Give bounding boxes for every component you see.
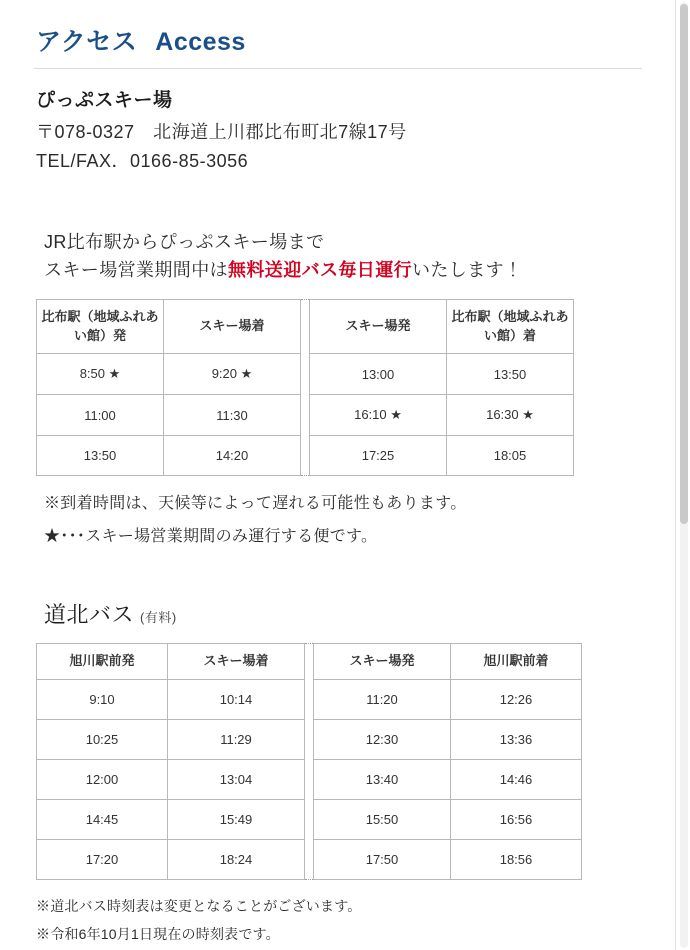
dohoku-header-arr-resort: スキー場着 bbox=[168, 644, 305, 680]
table-row bbox=[37, 680, 582, 720]
shuttle-timetable bbox=[36, 299, 574, 477]
table-header-row bbox=[37, 644, 582, 680]
cell-arr-station: 18:05 bbox=[447, 436, 574, 476]
cell-arr-station: 13:50 bbox=[447, 354, 574, 395]
shuttle-intro-post: いたします！ bbox=[412, 259, 523, 280]
table-gap-column bbox=[301, 436, 310, 476]
scrollbar-thumb[interactable] bbox=[680, 4, 688, 524]
cell-dep-asahikawa: 9:10 bbox=[37, 680, 168, 720]
dohoku-note-change: ※道北バス時刻表は変更となることがございます。 bbox=[36, 898, 362, 915]
shuttle-intro bbox=[44, 229, 642, 285]
dohoku-bus-title: 道北バス bbox=[44, 602, 135, 628]
cell-dep-resort: 13:00 bbox=[310, 354, 447, 395]
cell-arr-asahikawa: 18:56 bbox=[451, 840, 582, 880]
page-title-jp: アクセス bbox=[36, 28, 138, 56]
dohoku-note-date: ※令和6年10月1日現在の時刻表です。 bbox=[36, 926, 280, 943]
dohoku-timetable bbox=[36, 643, 582, 880]
shuttle-note-star: ★･･･スキー場営業期間のみ運行する便です。 bbox=[44, 528, 378, 546]
table-row bbox=[37, 800, 582, 840]
facility-telfax: TEL/FAX．0166-85-3056 bbox=[36, 151, 249, 171]
cell-arr-resort: 13:04 bbox=[168, 760, 305, 800]
table-row bbox=[37, 760, 582, 800]
dohoku-bus-paid-label: (有料) bbox=[140, 610, 177, 626]
table-row bbox=[37, 395, 574, 436]
shuttle-header-dep-resort: スキー場発 bbox=[310, 299, 447, 354]
cell-dep-resort: 16:10 ★ bbox=[310, 395, 447, 436]
cell-dep-resort: 13:40 bbox=[314, 760, 451, 800]
shuttle-header-arr-station: 比布駅（地域ふれあい館）着 bbox=[447, 299, 574, 354]
table-gap-column bbox=[305, 840, 314, 880]
cell-arr-resort: 18:24 bbox=[168, 840, 305, 880]
table-row bbox=[37, 354, 574, 395]
table-row bbox=[37, 840, 582, 880]
table-header-row bbox=[37, 299, 574, 354]
dohoku-header-dep-resort: スキー場発 bbox=[314, 644, 451, 680]
table-gap-column bbox=[305, 720, 314, 760]
facility-address: 〒078-0327 北海道上川郡比布町北7線17号 bbox=[36, 122, 407, 142]
table-gap-column bbox=[305, 800, 314, 840]
page-title-en: Access bbox=[155, 28, 246, 56]
cell-dep-asahikawa: 14:45 bbox=[37, 800, 168, 840]
shuttle-note-weather: ※到着時間は、天候等によって遅れる可能性もあります。 bbox=[44, 495, 467, 513]
cell-dep-station: 8:50 ★ bbox=[37, 354, 164, 395]
cell-dep-resort: 11:20 bbox=[314, 680, 451, 720]
shuttle-header-arr-resort: スキー場着 bbox=[164, 299, 301, 354]
table-gap-column bbox=[301, 299, 310, 354]
cell-dep-resort: 15:50 bbox=[314, 800, 451, 840]
cell-arr-resort: 14:20 bbox=[164, 436, 301, 476]
cell-arr-resort: 9:20 ★ bbox=[164, 354, 301, 395]
table-gap-column bbox=[305, 644, 314, 680]
cell-dep-resort: 17:50 bbox=[314, 840, 451, 880]
cell-dep-asahikawa: 12:00 bbox=[37, 760, 168, 800]
cell-arr-asahikawa: 16:56 bbox=[451, 800, 582, 840]
shuttle-intro-line1: JR比布駅からぴっぷスキー場まで bbox=[44, 232, 325, 252]
dohoku-bus-heading bbox=[44, 598, 642, 629]
cell-arr-resort: 10:14 bbox=[168, 680, 305, 720]
table-gap-column bbox=[305, 680, 314, 720]
page-title bbox=[34, 0, 642, 69]
cell-dep-resort: 17:25 bbox=[310, 436, 447, 476]
shuttle-intro-highlight: 無料送迎バス毎日運行 bbox=[228, 259, 412, 280]
table-row bbox=[37, 720, 582, 760]
cell-dep-asahikawa: 10:25 bbox=[37, 720, 168, 760]
cell-arr-asahikawa: 14:46 bbox=[451, 760, 582, 800]
cell-dep-station: 13:50 bbox=[37, 436, 164, 476]
dohoku-header-arr-asahikawa: 旭川駅前着 bbox=[451, 644, 582, 680]
cell-dep-resort: 12:30 bbox=[314, 720, 451, 760]
shuttle-intro-line2 bbox=[44, 257, 642, 285]
cell-arr-asahikawa: 13:36 bbox=[451, 720, 582, 760]
shuttle-header-dep-station: 比布駅（地域ふれあい館）発 bbox=[37, 299, 164, 354]
cell-dep-station: 11:00 bbox=[37, 395, 164, 436]
table-gap-column bbox=[301, 395, 310, 436]
shuttle-intro-pre: スキー場営業期間中は bbox=[44, 259, 228, 280]
table-gap-column bbox=[305, 760, 314, 800]
dohoku-header-dep-asahikawa: 旭川駅前発 bbox=[37, 644, 168, 680]
cell-arr-resort: 11:29 bbox=[168, 720, 305, 760]
table-gap-column bbox=[301, 354, 310, 395]
cell-dep-asahikawa: 17:20 bbox=[37, 840, 168, 880]
cell-arr-asahikawa: 12:26 bbox=[451, 680, 582, 720]
cell-arr-resort: 11:30 bbox=[164, 395, 301, 436]
facility-name: ぴっぷスキー場 bbox=[36, 90, 173, 111]
table-row bbox=[37, 436, 574, 476]
cell-arr-station: 16:30 ★ bbox=[447, 395, 574, 436]
cell-arr-resort: 15:49 bbox=[168, 800, 305, 840]
